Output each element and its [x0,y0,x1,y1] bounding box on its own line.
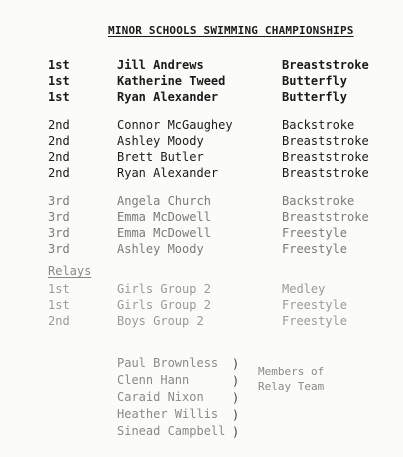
result-row [0,57,403,73]
event: Butterfly [282,74,348,88]
event: Freestyle [282,314,348,328]
place: 1st [48,58,70,72]
place: 2nd [48,166,70,180]
swimmer-name: Jill Andrews [117,58,204,72]
relay-row [0,313,403,329]
swimmer-name: Angela Church [117,194,211,208]
team-name: Girls Group 2 [117,298,211,312]
event: Butterfly [282,90,348,104]
result-row [0,165,403,181]
result-row [0,241,403,257]
note-line: Members of [258,365,325,378]
event: Medley [282,282,326,296]
place: 2nd [48,150,70,164]
relay-row [0,297,403,313]
team-name: Boys Group 2 [117,314,204,328]
place: 3rd [48,226,70,240]
place: 1st [48,282,70,296]
result-row [0,133,403,149]
place: 1st [48,298,70,312]
member-name: Paul Brownless [117,356,219,370]
event: Freestyle [282,298,348,312]
event: Breaststroke [282,166,369,180]
relay-row [0,281,403,297]
swimmer-name: Katherine Tweed [117,74,226,88]
relays-heading: Relays [48,264,92,278]
event: Breaststroke [282,134,369,148]
swimmer-name: Emma McDowell [117,226,211,240]
event: Freestyle [282,226,348,240]
swimmer-name: Connor McGaughey [117,118,233,132]
place: 2nd [48,314,70,328]
place: 1st [48,74,70,88]
swimmer-name: Brett Butler [117,150,204,164]
member-name: Clenn Hann [117,373,190,387]
place: 2nd [48,118,70,132]
place: 3rd [48,210,70,224]
note-line: Relay Team [258,380,325,393]
result-row [0,117,403,133]
place: 2nd [48,134,70,148]
swimmer-name: Ashley Moody [117,134,204,148]
swimmer-name: Emma McDowell [117,210,211,224]
result-row [0,193,403,209]
result-row [0,149,403,165]
bracket-mark: ) ) ) ) ) [232,357,240,439]
event: Breaststroke [282,210,369,224]
member-name: Caraid Nixon [117,390,204,404]
swimmer-name: Ashley Moody [117,242,204,256]
event: Freestyle [282,242,348,256]
event: Breaststroke [282,58,369,72]
team-name: Girls Group 2 [117,282,211,296]
event: Breaststroke [282,150,369,164]
result-row [0,209,403,225]
swimmer-name: Ryan Alexander [117,166,219,180]
page-title: MINOR SCHOOLS SWIMMING CHAMPIONSHIPS [108,24,354,37]
member-name: Heather Willis [117,407,219,421]
swimmer-name: Ryan Alexander [117,90,219,104]
event: Backstroke [282,118,355,132]
event: Backstroke [282,194,355,208]
relay-members-list [117,355,225,440]
place: 3rd [48,194,70,208]
place: 3rd [48,242,70,256]
result-row [0,89,403,105]
member-name: Sinead Campbell [117,424,226,438]
place: 1st [48,90,70,104]
relay-team-note [258,364,324,394]
result-row [0,225,403,241]
result-row [0,73,403,89]
